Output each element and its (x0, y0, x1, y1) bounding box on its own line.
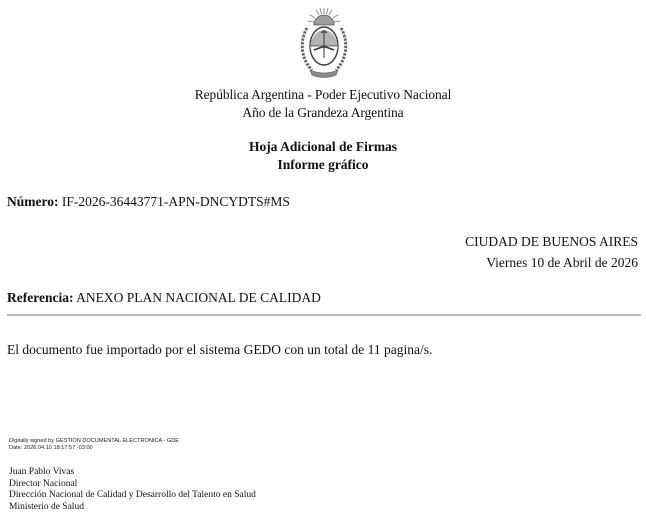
referencia-value: ANEXO PLAN NACIONAL DE CALIDAD (76, 290, 321, 305)
signer-office: Dirección Nacional de Calidad y Desarrollo del Talento en Salud (9, 490, 256, 500)
location-city: CIUDAD DE BUENOS AIRES (465, 234, 638, 249)
location-date: Viernes 10 de Abril de 2026 (486, 255, 638, 270)
document-subtitle: Informe gráfico (277, 157, 369, 172)
numero-field (7, 194, 290, 210)
digital-signature-line: Digitally signed by GESTION DOCUMENTAL ELECTRONICA - GDE (9, 438, 180, 444)
referencia-label: Referencia: (7, 290, 74, 305)
numero-label: Número: (7, 194, 59, 209)
argentina-coat-of-arms-icon (298, 6, 350, 82)
signer-role: Director Nacional (9, 478, 78, 489)
issuer-line: República Argentina - Poder Ejecutivo Nacional (194, 87, 452, 102)
signer-ministry: Ministerio de Salud (9, 501, 84, 512)
year-motto-line: Año de la Grandeza Argentina (242, 105, 404, 120)
digital-signature-date: Date: 2026.04.10 18:17:57 -03:00 (9, 444, 93, 451)
numero-value: IF-2026-36443771-APN-DNCYDTS#MS (61, 194, 290, 209)
body-text: El documento fue importado por el sistema GEDO con un total de 11 pagina/s. (7, 342, 433, 357)
document-title: Hoja Adicional de Firmas (248, 139, 398, 154)
section-divider (7, 314, 641, 316)
signer-name: Juan Pablo Vivas (9, 467, 75, 477)
referencia-field (7, 290, 321, 306)
